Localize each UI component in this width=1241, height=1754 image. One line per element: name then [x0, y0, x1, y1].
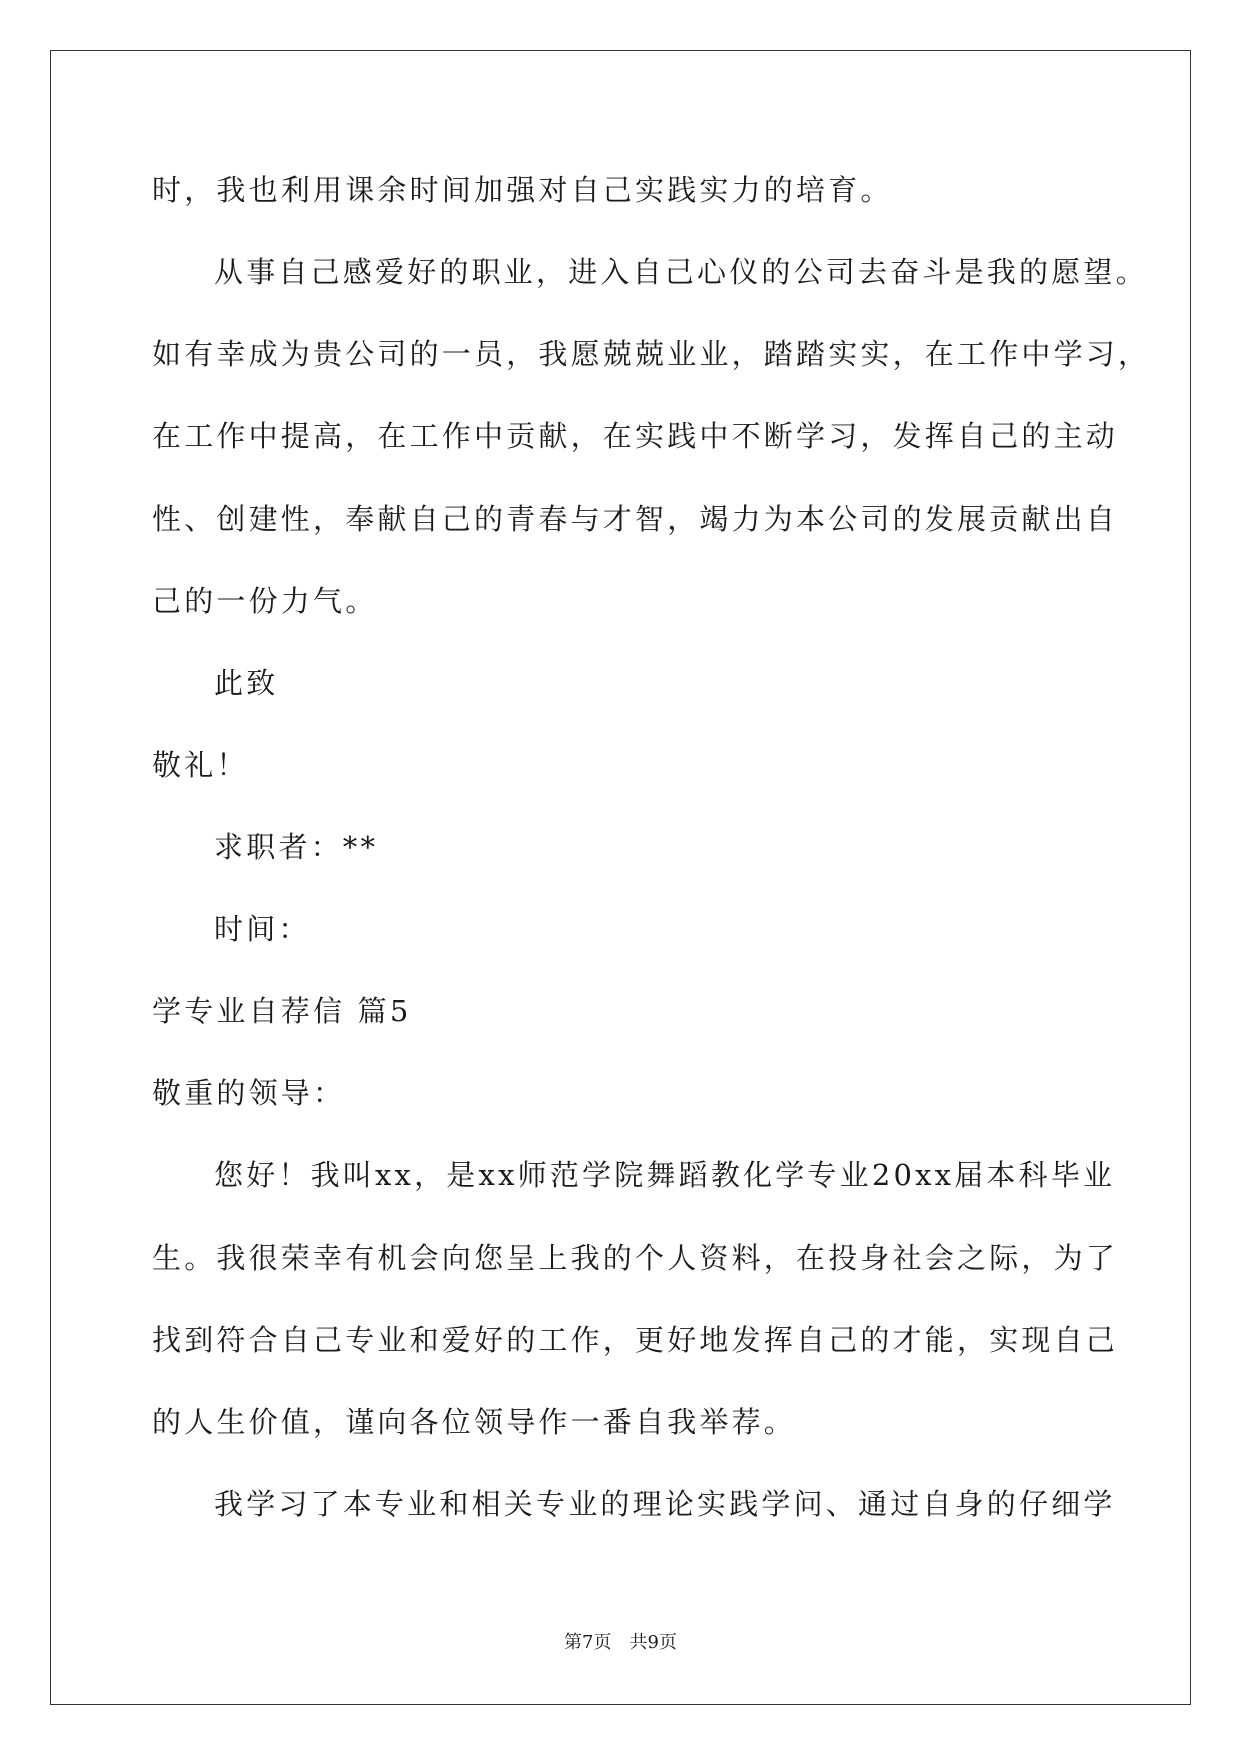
text-line: 在工作中提高，在工作中贡献，在实践中不断学习，发挥自己的主动 — [152, 419, 1119, 453]
page-footer — [0, 1632, 1241, 1654]
text-line: 我学习了本专业和相关专业的理论实践学问、通过自身的仔细学 — [214, 1487, 1116, 1521]
text-line: 如有幸成为贵公司的一员，我愿兢兢业业，踏踏实实，在工作中学习， — [152, 337, 1151, 371]
letter-salutation: 敬重的领导： — [152, 1076, 346, 1110]
closing-salutation: 此致 — [214, 666, 279, 700]
section-heading: 学专业自荐信 篇5 — [152, 994, 412, 1028]
text-line: 生。我很荣幸有机会向您呈上我的个人资料，在投身社会之际，为了 — [152, 1241, 1119, 1275]
text-line: 找到符合自己专业和爱好的工作，更好地发挥自己的才能，实现自己 — [152, 1323, 1119, 1357]
page-number-current: 第7页 — [564, 1632, 612, 1653]
closing-regards: 敬礼！ — [152, 748, 249, 782]
text-line: 己的一份力气。 — [152, 584, 378, 618]
page-number-total: 共9页 — [629, 1632, 677, 1653]
applicant-signature: 求职者：** — [214, 830, 379, 864]
text-line: 性、创建性，奉献自己的青春与才智，竭力为本公司的发展贡献出自 — [152, 502, 1119, 536]
text-line: 的人生价值，谨向各位领导作一番自我举荐。 — [152, 1405, 797, 1439]
page-border — [50, 50, 1191, 1705]
text-line: 您好！我叫xx，是xx师范学院舞蹈教化学专业20xx届本科毕业 — [214, 1158, 1116, 1192]
text-line: 从事自己感爱好的职业，进入自己心仪的公司去奋斗是我的愿望。 — [214, 255, 1148, 289]
text-line: 时，我也利用课余时间加强对自己实践实力的培育。 — [152, 173, 893, 207]
date-label: 时间： — [214, 912, 311, 946]
